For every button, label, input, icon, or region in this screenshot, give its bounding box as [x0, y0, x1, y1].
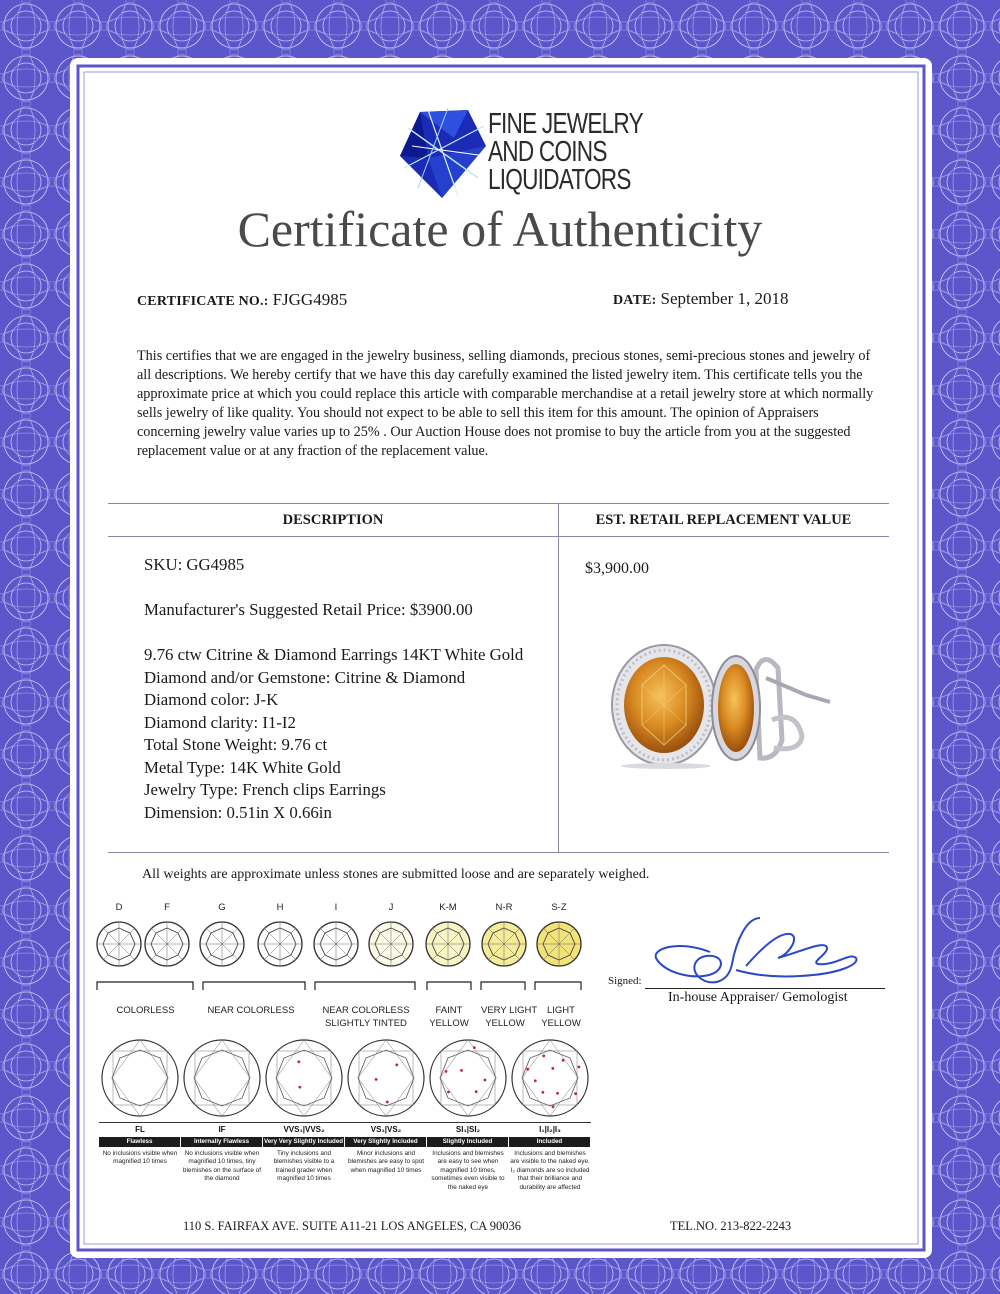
- color-grade-label: G: [218, 902, 226, 913]
- detail-line: Diamond color: J-K: [144, 690, 279, 709]
- sku-line: SKU: GG4985: [144, 555, 245, 574]
- color-group-label: [481, 1004, 538, 1030]
- table-header-rule: [108, 536, 889, 537]
- clarity-diamond-icon: [264, 1038, 344, 1118]
- color-grade-diamond-icon: [95, 920, 143, 968]
- color-grade-label: S-Z: [551, 902, 567, 913]
- table-column-divider: [558, 503, 559, 852]
- intro-paragraph: This certifies that we are engaged in the jewelry business, selling diamonds, precious stones, semi-precious stones and jewelry of all descriptions. We hereby certify that we have this day carefully examined the listed jewelry item. This certificate tells you the approximate price at which you could replace this article with comparable merchandise at a retail jewelry store at which normally sells jewelry of like quality. You should not expect to be able to sell this item for this amount. The opinion of Appraisers concerning jewelry value varies up to 25% . Our Auction House does not promise to buy the article from you at the suggested replacement value or at any fraction of the replacement value.: [137, 348, 874, 459]
- color-group-label: [537, 1004, 585, 1030]
- color-grade-label: K-M: [439, 902, 457, 913]
- color-group-line: NEAR COLORLESS: [207, 1005, 295, 1016]
- clarity-grade-name: Very Slightly Included: [345, 1137, 426, 1147]
- table-bottom-rule: [108, 852, 889, 853]
- company-logo-gem-icon: [398, 108, 488, 200]
- footer-phone: TEL.NO. 213-822-2243: [670, 1219, 792, 1233]
- msrp-line: Manufacturer's Suggested Retail Price: $3900.00: [144, 600, 473, 619]
- clarity-grade-code: FL: [135, 1125, 145, 1134]
- company-name-line1: FINE JEWELRY: [488, 108, 643, 140]
- footer-address: 110 S. FAIRFAX AVE. SUITE A11-21 LOS ANGELES, CA 90036: [183, 1219, 521, 1233]
- color-grade-label: I: [334, 902, 338, 913]
- color-group-label: [97, 1004, 194, 1017]
- color-group-label: [311, 1004, 421, 1030]
- color-group-label: [196, 1004, 306, 1017]
- detail-line: Diamond clarity: I1-I2: [144, 712, 296, 732]
- clarity-grade-name: Very Very Slightly Included: [263, 1138, 344, 1145]
- certificate-date-value: September 1, 2018: [660, 289, 789, 308]
- signed-label: Signed:: [608, 975, 642, 987]
- company-name-line3: LIQUIDATORS: [488, 164, 631, 196]
- detail-line: Dimension: 0.51in X 0.66in: [144, 802, 332, 822]
- color-grade-label: H: [276, 902, 284, 913]
- weights-note: All weights are approximate unless stones are submitted loose and are separately weighed.: [142, 867, 650, 882]
- detail-line: Diamond and/or Gemstone: Citrine & Diamond: [144, 667, 466, 687]
- color-group-line: COLORLESS: [116, 1005, 175, 1016]
- clarity-grade-name: Included: [509, 1137, 590, 1147]
- clarity-grade-description: Inclusions and blemishes are visible to the naked eye. I₃ diamonds are so included that their brilliance and durability are affected: [510, 1150, 590, 1191]
- clarity-diamond-icon: [346, 1038, 426, 1118]
- color-grade-label: F: [164, 902, 170, 913]
- clarity-grade-name: Slightly Included: [427, 1137, 508, 1147]
- color-group-line: YELLOW: [485, 1018, 525, 1029]
- clarity-diamond-icon: [428, 1038, 508, 1118]
- clarity-grade-code: SI₁|SI₂: [455, 1125, 481, 1134]
- clarity-grade-description: Tiny inclusions and blemishes visible to a trained grader when magnified 10 times: [273, 1150, 335, 1183]
- color-group-line: VERY LIGHT: [481, 1005, 538, 1016]
- clarity-grade-code: I₁|I₂|I₃: [539, 1125, 561, 1134]
- clarity-grade-description: Minor inclusions and blemishes are easy to spot when magnified 10 times: [347, 1150, 425, 1174]
- clarity-grade-code: IF: [218, 1125, 226, 1134]
- color-grade-diamond-icon: [143, 920, 191, 968]
- color-grade-diamond-icon: [424, 920, 472, 968]
- company-name-line2: AND COINS: [488, 136, 607, 168]
- color-group-line: SLIGHTLY TINTED: [325, 1018, 407, 1029]
- clarity-diamond-icon: [182, 1038, 262, 1118]
- color-group-line: YELLOW: [429, 1018, 469, 1029]
- certificate-number-value: FJGG4985: [272, 290, 348, 309]
- color-group-brackets: [95, 978, 595, 992]
- color-group-line: YELLOW: [541, 1018, 581, 1029]
- certificate-date-label: DATE:: [613, 293, 657, 308]
- color-group-line: FAINT: [435, 1005, 463, 1016]
- color-grade-diamond-icon: [256, 920, 304, 968]
- table-top-rule: [108, 503, 889, 504]
- detail-line: Total Stone Weight: 9.76 ct: [144, 735, 328, 754]
- company-name: [488, 110, 643, 194]
- color-group-label: [427, 1004, 471, 1030]
- clarity-grade-description: No inclusions visible when magnified 10 times: [102, 1150, 178, 1166]
- description-header: DESCRIPTION: [282, 512, 384, 528]
- color-grade-label: J: [388, 902, 394, 913]
- clarity-diamond-icon: [510, 1038, 590, 1118]
- item-details: [144, 644, 523, 824]
- clarity-diamond-icon: [100, 1038, 180, 1118]
- color-group-line: LIGHT: [547, 1005, 575, 1016]
- replacement-value: $3,900.00: [585, 560, 649, 577]
- color-grade-label: D: [115, 902, 123, 913]
- detail-line: Jewelry Type: French clips Earrings: [144, 780, 386, 799]
- color-grade-diamond-icon: [312, 920, 360, 968]
- clarity-grade-name: Flawless: [99, 1137, 180, 1147]
- clarity-grade-code: VS₁|VS₂: [370, 1125, 402, 1134]
- color-grade-diamond-icon: [535, 920, 583, 968]
- color-group-line: NEAR COLORLESS: [322, 1005, 410, 1016]
- certificate-date-row: [613, 289, 788, 309]
- certificate-title: Certificate of Authenticity: [237, 201, 763, 257]
- color-grade-label: N-R: [495, 902, 513, 913]
- detail-line: Metal Type: 14K White Gold: [144, 757, 341, 777]
- certificate-number-label: CERTIFICATE NO.:: [137, 294, 269, 309]
- clarity-grade-code: VVS₁|VVS₂: [283, 1125, 325, 1134]
- clarity-grade-description: Inclusions and blemishes are easy to see when magnified 10 times, sometimes even visible to the naked eye: [431, 1150, 505, 1191]
- color-grade-diamond-icon: [367, 920, 415, 968]
- color-grade-diamond-icon: [198, 920, 246, 968]
- clarity-grade-description: No inclusions visible when magnified 10 times, tiny blemishes on the surface of the diamond: [182, 1150, 262, 1183]
- appraiser-title: In-house Appraiser/ Gemologist: [668, 990, 848, 1005]
- earring-product-image: [606, 640, 836, 770]
- handwritten-signature: [650, 912, 870, 992]
- detail-line: 9.76 ctw Citrine & Diamond Earrings 14KT White Gold: [144, 645, 524, 664]
- value-header: EST. RETAIL REPLACEMENT VALUE: [595, 512, 852, 528]
- certificate-number-row: [137, 290, 347, 310]
- clarity-chart-rule: [99, 1122, 591, 1123]
- clarity-grade-name: Internally Flawless: [181, 1137, 262, 1147]
- color-grade-diamond-icon: [480, 920, 528, 968]
